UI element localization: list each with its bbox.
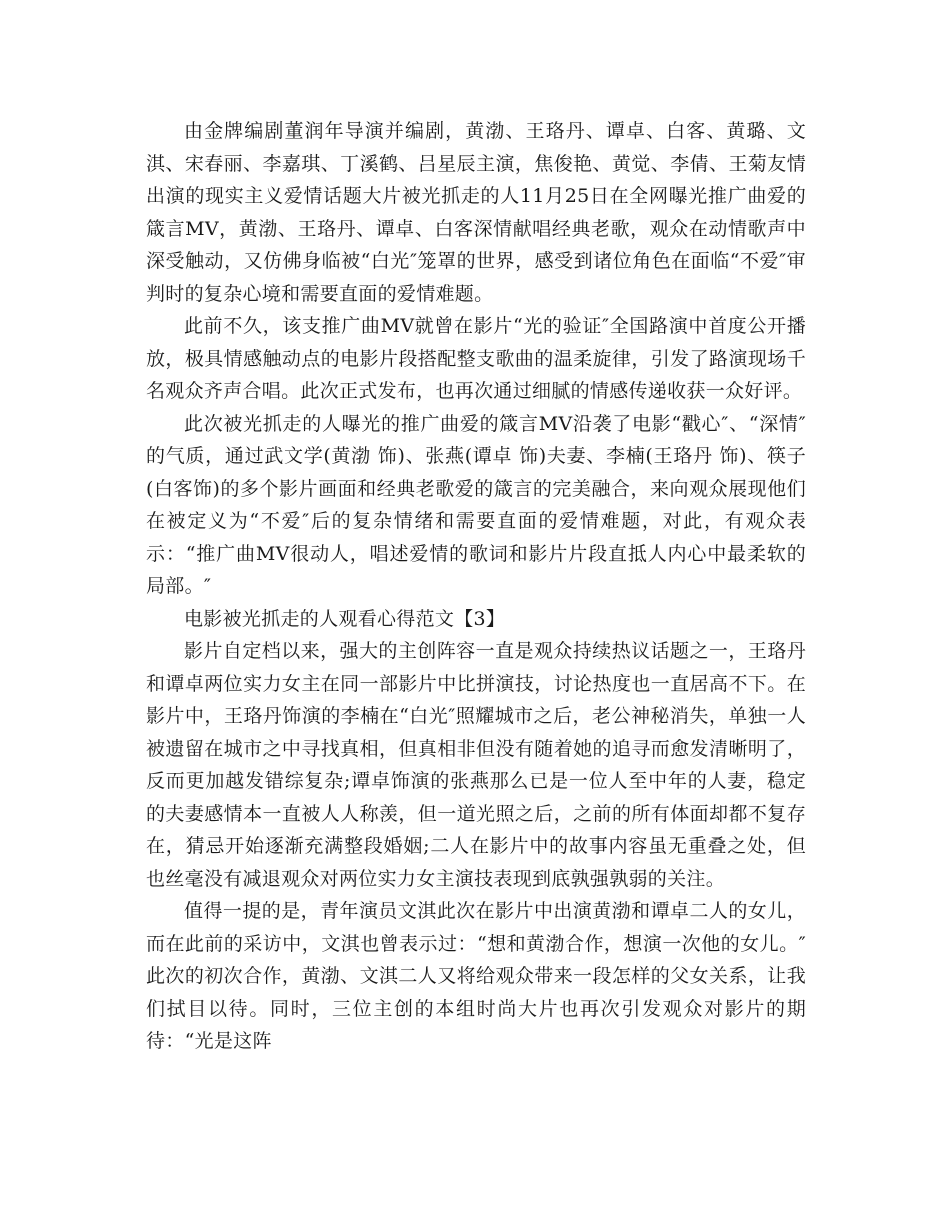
paragraph-3: 此次被光抓走的人曝光的推广曲爱的箴言MV沿袭了电影“戳心″、“深情″的气质，通过武文学(黄渤 饰)、张燕(谭卓 饰)夫妻、李楠(王珞丹 饰)、筷子(白客饰)的多个影片画面和经典老歌爱的箴言的完美融合，来向观众展现他们在被定义为“不爱″后的复杂情绪和需要直面的爱情难题，对此，有观众表示：“推广曲MV很动人，唱述爱情的歌词和影片片段直抵人内心中最柔软的局部。″ (146, 412, 806, 597)
paragraph-4: 影片自定档以来，强大的主创阵容一直是观众持续热议话题之一，王珞丹和谭卓两位实力女主在同一部影片中比拼演技，讨论热度也一直居高不下。在影片中，王珞丹饰演的李楠在“白光″照耀城市之后，老公神秘消失，单独一人被遗留在城市之中寻找真相，但真相非但没有随着她的追寻而愈发清晰明了，反而更加越发错综复杂;谭卓饰演的张燕那么已是一位人至中年的人妻，稳定的夫妻感情本一直被人人称羡，但一道光照之后，之前的所有体面却都不复存在，猜忌开始逐渐充满整段婚姻;二人在影片中的故事内容虽无重叠之处，但也丝毫没有减退观众对两位实力女主演技表现到底孰强孰弱的关注。 (146, 640, 806, 890)
document-body (146, 115, 806, 1058)
paragraph-5: 值得一提的是，青年演员文淇此次在影片中出演黄渤和谭卓二人的女儿，而在此前的采访中，文淇也曾表示过：“想和黄渤合作，想演一次他的女儿。″此次的初次合作，黄渤、文淇二人又将给观众带来一段怎样的父女关系，让我们拭目以待。同时，三位主创的本组时尚大片也再次引发观众对影片的期待：“光是这阵 (146, 900, 806, 1052)
paragraph-1: 由金牌编剧董润年导演并编剧，黄渤、王珞丹、谭卓、白客、黄璐、文淇、宋春丽、李嘉琪、丁溪鹤、吕星辰主演，焦俊艳、黄觉、李倩、王菊友情出演的现实主义爱情话题大片被光抓走的人11月25日在全网曝光推广曲爱的箴言MV，黄渤、王珞丹、谭卓、白客深情献唱经典老歌，观众在动情歌声中深受触动，又仿佛身临被“白光″笼罩的世界，感受到诸位角色在面临“不爱″审判时的复杂心境和需要直面的爱情难题。 (146, 120, 806, 305)
section-heading: 电影被光抓走的人观看心得范文【3】 (184, 607, 506, 630)
paragraph-2: 此前不久，该支推广曲MV就曾在影片“光的验证″全国路演中首度公开播放，极具情感触动点的电影片段搭配整支歌曲的温柔旋律，引发了路演现场千名观众齐声合唱。此次正式发布，也再次通过细腻的情感传递收获一众好评。 (146, 315, 806, 402)
